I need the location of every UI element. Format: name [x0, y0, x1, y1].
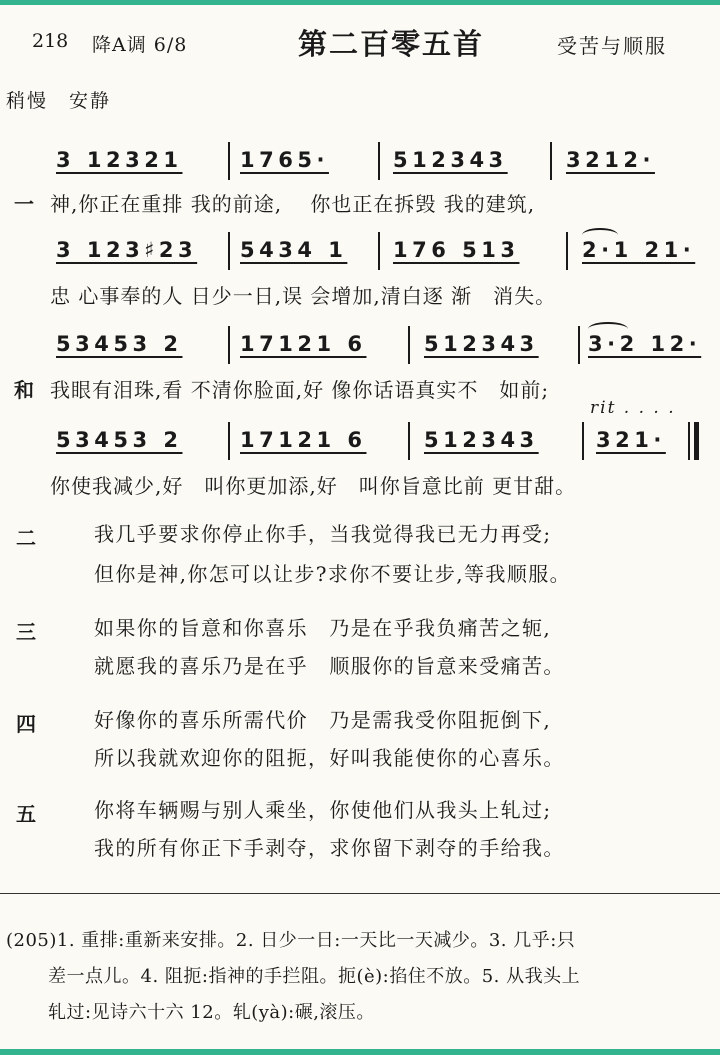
measure-3: 512343 — [424, 332, 539, 356]
key-signature: 降A调 6/8 — [92, 34, 188, 56]
measure-1: 3 123♯23 — [56, 238, 198, 262]
top-border — [0, 0, 720, 5]
measure-2: 17121 6 — [240, 428, 367, 452]
measure-2: 1765· — [240, 148, 329, 172]
barline — [378, 232, 380, 270]
barline — [228, 142, 230, 180]
barline — [566, 232, 568, 270]
page-number: 218 — [32, 30, 69, 52]
barline — [228, 422, 230, 460]
measure-1: 53453 2 — [56, 332, 183, 356]
measure-4: 321· — [596, 428, 666, 452]
measure-4: 3212· — [566, 148, 655, 172]
lyric-text: 我眼有泪珠,看 不清你脸面,好 像你话语真实不 如前; — [50, 378, 550, 402]
verse-label: 一 — [14, 192, 34, 216]
measure-4: 2·1 21· — [582, 238, 696, 262]
lyric-text: 忠 心事奉的人 日少一日,误 会增加,清白逐 渐 消失。 — [50, 284, 557, 308]
music-line-2 — [0, 238, 720, 274]
verse-number: 四 — [16, 712, 36, 736]
verse-line: 就愿我的喜乐乃是在乎 顺服你的旨意来受痛苦。 — [94, 654, 565, 678]
verse-line: 你将车辆赐与别人乘坐，你使他们从我头上轧过; — [94, 798, 552, 822]
measure-3: 512343 — [424, 428, 539, 452]
barline — [408, 422, 410, 460]
verse-line: 好像你的喜乐所需代价 乃是需我受你阻扼倒下, — [94, 708, 552, 732]
barline — [378, 142, 380, 180]
verse-number: 五 — [16, 802, 36, 826]
lyric-line-2 — [0, 280, 720, 310]
verse-number: 三 — [16, 620, 36, 644]
measure-1: 3 12321 — [56, 148, 183, 172]
measure-3: 512343 — [393, 148, 508, 172]
verse-line: 但你是神,你怎可以让步?求你不要让步,等我顺服。 — [94, 562, 572, 586]
footnote-line: (205)1. 重排:重新来安排。2. 日少一日:一天比一天减少。3. 几乎:只 — [6, 930, 576, 951]
measure-1: 53453 2 — [56, 428, 183, 452]
barline — [550, 142, 552, 180]
hymn-title: 第二百零五首 — [298, 27, 485, 61]
verse-label: 和 — [14, 378, 34, 402]
barline — [582, 422, 584, 460]
lyric-text: 神,你正在重排 我的前途, 你也正在拆毁 我的建筑, — [50, 192, 536, 216]
ritardando-marking: rit . . . . — [590, 398, 676, 418]
measure-4: 3·2 12· — [588, 332, 702, 356]
verse-line: 如果你的旨意和你喜乐 乃是在乎我负痛苦之轭, — [94, 616, 552, 640]
barline — [228, 232, 230, 270]
measure-2: 17121 6 — [240, 332, 367, 356]
music-line-3 — [0, 332, 720, 368]
final-barline-thick — [694, 422, 699, 460]
hymn-theme: 受苦与顺服 — [557, 34, 667, 58]
verse-number: 二 — [16, 526, 36, 550]
footnote-line: 轧过:见诗六十六 12。轧(yà):碾,滚压。 — [48, 1002, 375, 1023]
bottom-border — [0, 1049, 720, 1055]
barline — [228, 326, 230, 364]
lyric-text: 你使我减少,好 叫你更加添,好 叫你旨意比前 更甘甜。 — [50, 474, 577, 498]
footnote-line: 差一点儿。4. 阻扼:指神的手拦阻。扼(è):掐住不放。5. 从我头上 — [48, 966, 581, 987]
barline — [408, 326, 410, 364]
measure-2: 5434 1 — [240, 238, 348, 262]
measure-3: 176 513 — [393, 238, 520, 262]
verse-line: 所以我就欢迎你的阻扼，好叫我能使你的心喜乐。 — [94, 746, 565, 770]
verse-line: 我几乎要求你停止你手，当我觉得我已无力再受; — [94, 522, 552, 546]
lyric-line-4 — [0, 470, 720, 500]
page-header — [0, 22, 720, 62]
final-barline — [688, 422, 690, 460]
footnote-divider — [0, 893, 720, 894]
lyric-line-1 — [0, 188, 720, 218]
barline — [578, 326, 580, 364]
music-line-1 — [0, 148, 720, 184]
tempo-marking: 稍慢 安静 — [6, 90, 112, 112]
music-line-4 — [0, 428, 720, 464]
verse-line: 我的所有你正下手剥夺，求你留下剥夺的手给我。 — [94, 836, 565, 860]
